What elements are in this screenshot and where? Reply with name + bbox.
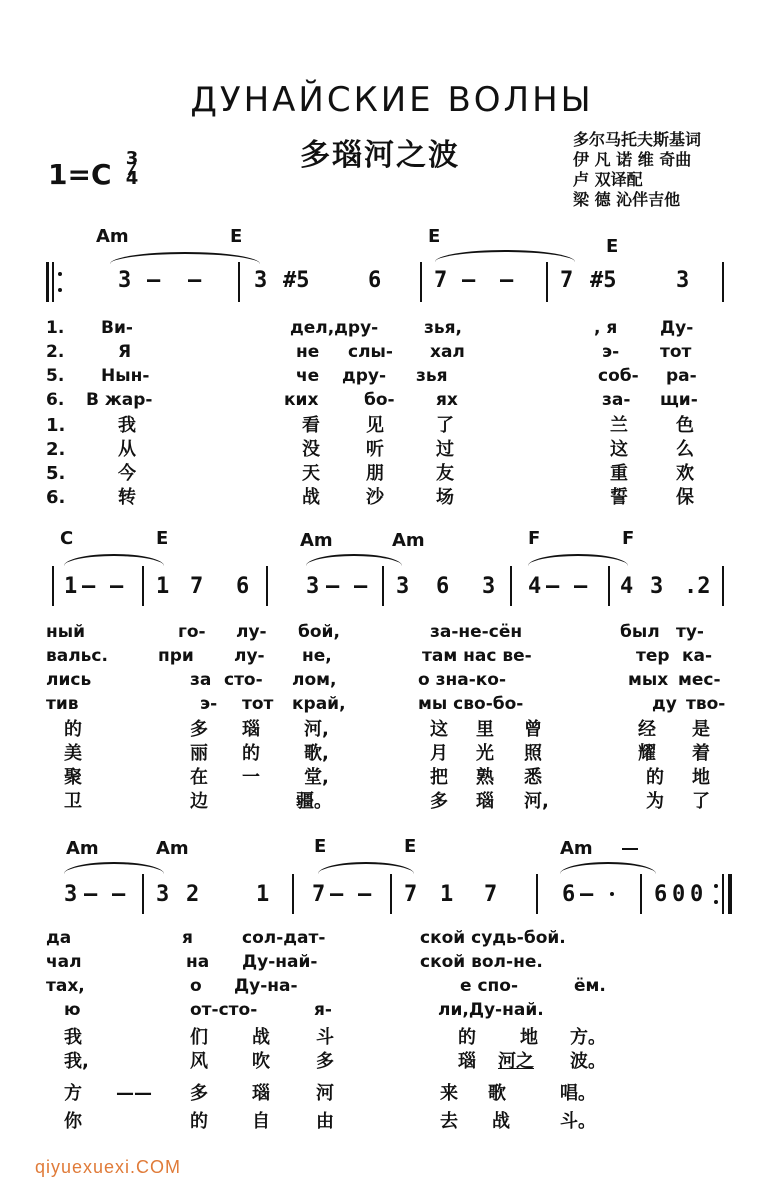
lyric-syllable: 朋: [366, 463, 384, 484]
lyric-syllable: 我: [64, 1027, 82, 1048]
watermark-text: qiyuexuexi.COM: [35, 1157, 182, 1177]
lyric-syllable: 歌,: [304, 743, 329, 764]
lyric-syllable: тот: [660, 342, 692, 362]
lyric-syllable: 这: [610, 439, 628, 460]
note: 6: [368, 268, 382, 293]
note: 3: [650, 574, 664, 599]
chord: E: [156, 528, 169, 549]
lyric-syllable: от-сто-: [190, 1000, 258, 1020]
lyric-syllable: тот: [242, 694, 274, 714]
lyric-syllable: 战: [492, 1111, 510, 1132]
note: —: [574, 574, 588, 599]
lyric-syllable: 么: [676, 439, 694, 460]
lyric-syllable: Я: [118, 342, 132, 362]
lyric-syllable: чал: [46, 952, 82, 972]
lyric-syllable: 地: [692, 767, 710, 788]
note: 1: [256, 882, 270, 907]
chord: E: [404, 836, 417, 857]
lyric-syllable: хал: [430, 342, 465, 362]
repeat-dot: [714, 884, 718, 888]
repeat-dot: [58, 288, 62, 292]
note: 7: [312, 882, 326, 907]
note: —: [500, 268, 514, 293]
lyric-syllable: 是: [692, 719, 710, 740]
lyric-syllable: 把: [430, 767, 448, 788]
lyric-syllable: В жар-: [86, 390, 153, 410]
note: —: [84, 882, 98, 907]
lyric-syllable: зья,: [424, 318, 463, 338]
lyric-syllable: 悉: [524, 767, 542, 788]
chord: E: [428, 226, 441, 247]
note: 3: [306, 574, 320, 599]
barline: [238, 262, 240, 302]
verse-number: 2.: [46, 439, 66, 460]
lyric-syllable: лись: [46, 670, 92, 690]
tie: [528, 554, 628, 566]
note: —: [580, 882, 594, 907]
tie: [318, 862, 414, 874]
lyric-syllable: 瑙: [252, 1083, 270, 1104]
credits: [573, 130, 701, 210]
lyric-syllable: 了: [436, 415, 454, 436]
note: 0: [690, 882, 704, 907]
lyric-syllable: 着: [692, 743, 710, 764]
lyric-syllable: 保: [676, 487, 694, 508]
lyric-syllable: 们: [190, 1027, 208, 1048]
note: 4: [528, 574, 542, 599]
barline: [722, 874, 724, 914]
lyric-syllable: 方。: [570, 1027, 606, 1048]
chord: E: [314, 836, 327, 857]
lyric-syllable: за-: [602, 390, 631, 410]
note: 1: [156, 574, 170, 599]
lyric-syllable: 你: [64, 1111, 82, 1132]
lyric-syllable: 歌: [488, 1083, 506, 1104]
lyric-syllable: ду: [652, 694, 677, 714]
lyric-syllable: ный: [46, 622, 86, 642]
lyric-syllable: 的: [242, 743, 260, 764]
lyric-syllable: зья: [416, 366, 448, 386]
lyric-syllable: за: [190, 670, 212, 690]
lyric-syllable: бой,: [298, 622, 340, 642]
lyric-syllable: 瑙: [476, 791, 494, 812]
chord: C: [60, 528, 74, 549]
lyric-syllable: 的: [64, 719, 82, 740]
lyric-syllable: 多: [316, 1051, 334, 1072]
chord: Am: [560, 838, 593, 859]
verse-number: 1.: [46, 415, 66, 436]
note: 7: [484, 882, 498, 907]
lyric-syllable: 兰: [610, 415, 628, 436]
lyric-syllable: 方: [64, 1083, 82, 1104]
verse-number: 1.: [46, 318, 65, 338]
lyric-syllable: ра-: [666, 366, 697, 386]
lyric-syllable: 卫: [64, 791, 82, 812]
lyric-syllable: ской судь-бой.: [420, 928, 566, 948]
note: #5: [590, 268, 617, 293]
note: 3: [156, 882, 170, 907]
note: 4: [620, 574, 634, 599]
tie: [560, 862, 656, 874]
lyric-syllable: 瑙: [242, 719, 260, 740]
lyric-syllable: 重: [610, 463, 628, 484]
lyric-syllable: 堂,: [304, 767, 329, 788]
title-russian: ДУНАЙСКИЕ ВОЛНЫ: [190, 80, 594, 120]
key-signature: 1=C: [48, 158, 112, 191]
lyric-syllable: тах,: [46, 976, 85, 996]
barline: [390, 874, 392, 914]
lyric-syllable: 为: [646, 791, 664, 812]
lyric-syllable: 友: [436, 463, 454, 484]
chord: E: [606, 236, 619, 257]
lyric-syllable: Ду-: [660, 318, 694, 338]
lyric-syllable: ю: [64, 1000, 81, 1020]
lyric-syllable: че: [296, 366, 320, 386]
lyric-syllable: лу-: [234, 646, 265, 666]
lyric-syllable: 来: [440, 1083, 458, 1104]
lyric-syllable: 转: [118, 487, 136, 508]
lyric-syllable: 的: [646, 767, 664, 788]
lyric-syllable: о зна-ко-: [418, 670, 507, 690]
lyric-syllable: на: [186, 952, 210, 972]
repeat-dot: [58, 272, 62, 276]
lyric-syllable: 吹: [252, 1051, 270, 1072]
lyric-syllable: 光: [476, 743, 494, 764]
note: —: [147, 268, 161, 293]
lyric-syllable: 的: [190, 1111, 208, 1132]
barline: [640, 874, 642, 914]
lyric-syllable: при: [158, 646, 194, 666]
lyric-syllable: э-: [200, 694, 218, 714]
lyric-syllable: 河之: [498, 1051, 534, 1072]
note: #5: [283, 268, 310, 293]
barline: [608, 566, 610, 606]
barline: [420, 262, 422, 302]
note: —: [110, 574, 124, 599]
credit-composer: 伊 凡 诺 维 奇曲: [573, 150, 692, 169]
lyric-syllable: лу-: [236, 622, 267, 642]
lyric-syllable: 这: [430, 719, 448, 740]
site-watermark: [35, 1157, 181, 1178]
lyric-syllable: мы сво-бо-: [418, 694, 524, 714]
lyric-syllable: дел,дру-: [290, 318, 379, 338]
chord-continuation: [622, 848, 638, 850]
barline: [142, 566, 144, 606]
lyric-syllable: мых: [628, 670, 669, 690]
lyric-syllable: ли,Ду-най.: [438, 1000, 544, 1020]
barline: [52, 262, 54, 302]
lyric-syllable: 疆。: [296, 791, 332, 812]
lyric-syllable: сто-: [224, 670, 263, 690]
tie: [306, 554, 402, 566]
time-signature: [125, 150, 139, 188]
credit-guitar: 梁 德 沁伴吉他: [573, 190, 681, 209]
lyric-syllable: ка-: [682, 646, 713, 666]
lyric-syllable: 没: [302, 439, 320, 460]
repeat-dot: [714, 900, 718, 904]
lyric-syllable: 战: [252, 1027, 270, 1048]
lyric-syllable: ту-: [676, 622, 704, 642]
note: —: [546, 574, 560, 599]
lyric-syllable: 河,: [304, 719, 329, 740]
lyric-syllable: 听: [366, 439, 384, 460]
note: —: [326, 574, 340, 599]
lyric-syllable: 风: [190, 1051, 208, 1072]
lyric-syllable: 月: [430, 743, 448, 764]
note: 6: [236, 574, 250, 599]
lyric-syllable: 我: [118, 415, 136, 436]
note: 3: [482, 574, 496, 599]
lyric-syllable: 地: [520, 1027, 538, 1048]
lyric-syllable: за-не-сён: [430, 622, 523, 642]
lyric-syllable: лом,: [292, 670, 337, 690]
lyric-syllable: 曾: [524, 719, 542, 740]
note: 3: [396, 574, 410, 599]
note: —: [358, 882, 372, 907]
chord: Am: [96, 226, 129, 247]
lyric-syllable: 战: [302, 487, 320, 508]
lyric-syllable: 场: [436, 487, 454, 508]
lyric-syllable: не: [296, 342, 320, 362]
lyric-syllable: 河,: [524, 791, 549, 812]
lyric-syllable: , я: [594, 318, 618, 338]
barline: [510, 566, 512, 606]
lyric-syllable: не,: [302, 646, 332, 666]
lyric-syllable: 自: [252, 1111, 270, 1132]
tie: [435, 250, 575, 262]
barline: [142, 874, 144, 914]
lyric-syllable: ——: [116, 1083, 152, 1104]
lyric-syllable: 耀: [638, 743, 656, 764]
lyric-syllable: о: [190, 976, 202, 996]
lyric-syllable: 河: [316, 1083, 334, 1104]
verse-number: 5.: [46, 463, 66, 484]
lyric-syllable: э-: [602, 342, 620, 362]
lyric-syllable: 一: [242, 767, 260, 788]
lyric-syllable: 从: [118, 439, 136, 460]
barline: [722, 566, 724, 606]
lyric-syllable: да: [46, 928, 72, 948]
lyric-syllable: 斗。: [560, 1111, 596, 1132]
lyric-syllable: 瑙: [458, 1051, 476, 1072]
lyric-syllable: мес-: [678, 670, 721, 690]
verse-number: 5.: [46, 366, 65, 386]
lyric-syllable: 天: [302, 463, 320, 484]
lyric-syllable: е спо-: [460, 976, 519, 996]
chord: Am: [392, 530, 425, 551]
lyric-syllable: Нын-: [101, 366, 150, 386]
lyric-syllable: сол-дат-: [242, 928, 326, 948]
lyric-syllable: 斗: [316, 1027, 334, 1048]
lyric-syllable: бо-: [364, 390, 395, 410]
lyric-syllable: слы-: [348, 342, 393, 362]
lyric-syllable: 了: [692, 791, 710, 812]
lyric-syllable: 丽: [190, 743, 208, 764]
chord: F: [528, 528, 541, 549]
lyric-syllable: 照: [524, 743, 542, 764]
note: 7: [404, 882, 418, 907]
lyric-syllable: Ду-най-: [242, 952, 318, 972]
verse-number: 6.: [46, 390, 65, 410]
meter-bottom: 4: [125, 168, 139, 189]
note: —: [112, 882, 126, 907]
barline: [546, 262, 548, 302]
lyric-syllable: тив: [46, 694, 79, 714]
note: —: [330, 882, 344, 907]
note: 3: [118, 268, 132, 293]
lyric-syllable: 去: [440, 1111, 458, 1132]
note: —: [82, 574, 96, 599]
meter-top: 3: [125, 148, 139, 169]
tie: [64, 554, 164, 566]
lyric-syllable: ях: [436, 390, 458, 410]
lyric-syllable: дру-: [342, 366, 387, 386]
chord: Am: [66, 838, 99, 859]
lyric-syllable: 过: [436, 439, 454, 460]
lyric-syllable: был: [620, 622, 660, 642]
augmentation-dot: [610, 892, 614, 896]
note: 2: [186, 882, 200, 907]
lyric-syllable: 看: [302, 415, 320, 436]
note: —: [462, 268, 476, 293]
repeat-end-bar: [728, 874, 732, 914]
note: —: [354, 574, 368, 599]
lyric-syllable: вальс.: [46, 646, 108, 666]
lyric-syllable: край,: [292, 694, 346, 714]
verse-number: 6.: [46, 487, 66, 508]
note: .2: [684, 574, 711, 599]
lyric-syllable: 多: [190, 719, 208, 740]
barline: [266, 566, 268, 606]
lyric-syllable: 边: [190, 791, 208, 812]
lyric-syllable: 今: [118, 463, 136, 484]
lyric-syllable: 我,: [64, 1051, 89, 1072]
lyric-syllable: 见: [366, 415, 384, 436]
lyric-syllable: 在: [190, 767, 208, 788]
chord: Am: [300, 530, 333, 551]
lyric-syllable: тер: [636, 646, 670, 666]
note: 7: [190, 574, 204, 599]
note: —: [188, 268, 202, 293]
credit-lyricist: 多尔马托夫斯基词: [573, 130, 702, 149]
note: 0: [672, 882, 686, 907]
lyric-syllable: 色: [676, 415, 694, 436]
note: 7: [434, 268, 448, 293]
barline: [536, 874, 538, 914]
lyric-syllable: 欢: [676, 463, 694, 484]
lyric-syllable: 经: [638, 719, 656, 740]
lyric-syllable: ём.: [574, 976, 606, 996]
note: 3: [64, 882, 78, 907]
repeat-start-bar: [46, 262, 49, 302]
lyric-syllable: 多: [190, 1083, 208, 1104]
lyric-syllable: го-: [178, 622, 206, 642]
lyric-syllable: 里: [476, 719, 494, 740]
lyric-syllable: я-: [314, 1000, 332, 1020]
barline: [382, 566, 384, 606]
lyric-syllable: 多: [430, 791, 448, 812]
lyric-syllable: щи-: [660, 390, 698, 410]
lyric-syllable: 的: [458, 1027, 476, 1048]
tie: [64, 862, 164, 874]
lyric-syllable: 唱。: [560, 1083, 596, 1104]
lyric-syllable: 由: [316, 1111, 334, 1132]
note: 1: [64, 574, 78, 599]
lyric-syllable: соб-: [598, 366, 639, 386]
note: 7: [560, 268, 574, 293]
lyric-syllable: тво-: [686, 694, 726, 714]
lyric-syllable: ской вол-не.: [420, 952, 543, 972]
barline: [292, 874, 294, 914]
lyric-syllable: 美: [64, 743, 82, 764]
barline: [722, 262, 724, 302]
lyric-syllable: 誓: [610, 487, 628, 508]
note: 3: [254, 268, 268, 293]
note: 3: [676, 268, 690, 293]
lyric-syllable: там нас ве-: [422, 646, 532, 666]
chord: E: [230, 226, 243, 247]
note: 6: [654, 882, 668, 907]
lyric-syllable: Ви-: [101, 318, 133, 338]
chord: Am: [156, 838, 189, 859]
lyric-syllable: 熟: [476, 767, 494, 788]
lyric-syllable: ких: [284, 390, 319, 410]
note: 6: [436, 574, 450, 599]
note: 6: [562, 882, 576, 907]
verse-number: 2.: [46, 342, 65, 362]
lyric-syllable: 沙: [366, 487, 384, 508]
credit-translator: 卢 双译配: [573, 170, 643, 189]
lyric-syllable: я: [182, 928, 193, 948]
lyric-syllable: 聚: [64, 767, 82, 788]
title-chinese: 多瑙河之波: [300, 138, 460, 173]
chord: F: [622, 528, 635, 549]
lyric-syllable: 波。: [570, 1051, 606, 1072]
note: 1: [440, 882, 454, 907]
lyric-syllable: Ду-на-: [234, 976, 298, 996]
barline: [52, 566, 54, 606]
